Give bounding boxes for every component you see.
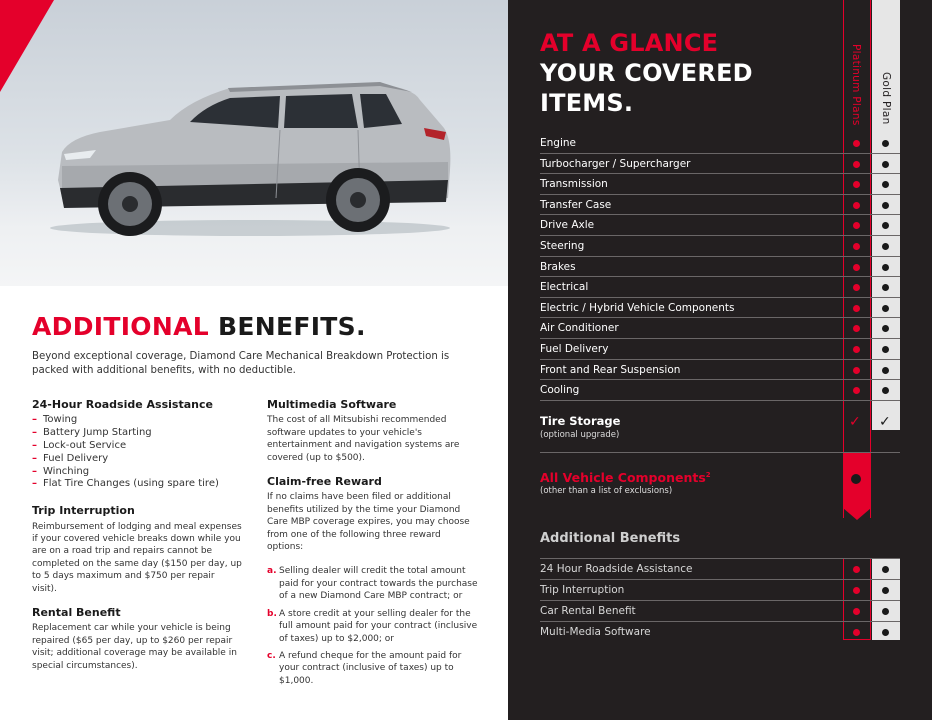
covered-item-label: Transfer Case [540, 198, 612, 211]
covered-item-label: Electrical [540, 281, 589, 294]
platinum-dot-icon [853, 587, 860, 594]
all-components-title: All Vehicle Components$^2$ [540, 470, 711, 485]
gold-dot-icon [882, 346, 889, 353]
platinum-dot-icon [853, 161, 860, 168]
gold-dot-icon [882, 284, 889, 291]
reward-option: c. A refund cheque for the amount paid for your contract (inclusive of taxes) up to $1,000. [267, 650, 462, 686]
multimedia-body: The cost of all Mitsubishi recommended software updates to your vehicle's entertainment and navigation systems are covered (up to $500). [267, 415, 460, 463]
covered-item-label: Turbocharger / Supercharger [540, 157, 691, 170]
covered-item-row [540, 380, 900, 401]
tire-storage-title: Tire Storage [540, 414, 621, 428]
glance-heading-line2: YOUR COVERED [540, 59, 753, 87]
right-column [267, 399, 479, 692]
list-item: – Battery Jump Starting [32, 427, 152, 439]
platinum-dot-icon [853, 608, 860, 615]
reward-option: a. Selling dealer will credit the total amount paid for your contract towards the purchase of a new Diamond Care MBP contract; or [267, 566, 478, 602]
additional-benefit-row [540, 621, 900, 642]
all-components-sub: (other than a list of exclusions) [540, 486, 673, 496]
gold-dot-icon [882, 181, 889, 188]
covered-item-row [540, 277, 900, 298]
gold-dot-icon [882, 325, 889, 332]
platinum-dot-icon [853, 222, 860, 229]
gold-dot-icon [882, 387, 889, 394]
covered-item-row [540, 215, 900, 236]
additional-benefit-row [540, 600, 900, 621]
reward-option: b. A store credit at your selling dealer for the full amount paid for your contract (inclusive of taxes) up to $2,000; or [267, 608, 478, 644]
glance-heading-line3: ITEMS. [540, 89, 634, 117]
covered-item-label: Drive Axle [540, 219, 595, 232]
platinum-dot-icon [853, 140, 860, 147]
platinum-arrow-marker [843, 452, 871, 520]
rental-heading: Rental Benefit [32, 606, 121, 620]
platinum-dot-icon [853, 566, 860, 573]
claimfree-body: If no claims have been filed or additional benefits utilized by the time your Diamond Care MBP coverage expires, you may choose from one of the following three reward options: [267, 492, 470, 553]
covered-item-label: Fuel Delivery [540, 343, 609, 355]
right-panel [508, 0, 932, 720]
gold-dot-icon [882, 243, 889, 250]
platinum-dot-icon [853, 264, 860, 271]
covered-item-row [540, 339, 900, 360]
glance-heading-line1: AT A GLANCE [540, 29, 719, 57]
hero-image [0, 0, 508, 286]
covered-item-row [540, 174, 900, 195]
gold-dot-icon [882, 202, 889, 209]
additional-benefit-label: Multi-Media Software [540, 626, 651, 638]
covered-item-label: Steering [540, 240, 585, 252]
platinum-dot-icon [853, 387, 860, 394]
covered-item-row [540, 360, 900, 381]
additional-benefit-row [540, 558, 900, 579]
additional-benefit-label: 24 Hour Roadside Assistance [540, 563, 693, 575]
list-item: – Fuel Delivery [32, 452, 109, 464]
all-components-dot [851, 474, 861, 484]
covered-item-label: Electric / Hybrid Vehicle Components [540, 301, 735, 314]
platinum-dot-icon [853, 305, 860, 312]
covered-item-row [540, 236, 900, 257]
reward-options [267, 565, 479, 687]
trip-body: Reimbursement of lodging and meal expenses if your covered vehicle breaks down while you are on a road trip and repairs cannot be completed on the same day ($150 per day, up to 5 days maximum and $750 per repair visit). [32, 521, 242, 594]
gold-dot-icon [882, 305, 889, 312]
list-item: – Lock-out Service [32, 440, 127, 451]
list-item: – Towing [32, 414, 78, 426]
multimedia-heading: Multimedia Software [267, 398, 397, 411]
covered-item-row [540, 195, 900, 216]
platinum-dot-icon [853, 325, 860, 332]
intro-text: Beyond exceptional coverage, Diamond Care Mechanical Breakdown Protection is packed with additional benefits, with no deductible. [32, 351, 450, 376]
gold-check-icon: ✓ [879, 414, 891, 430]
gold-dot-icon [882, 587, 889, 594]
left-column [32, 399, 242, 684]
trip-heading: Trip Interruption [32, 504, 135, 518]
gold-dot-icon [882, 264, 889, 271]
gold-dot-icon [882, 161, 889, 168]
rental-body: Replacement car while your vehicle is being repaired ($65 per day, up to $260 per repair visit; additional coverage may be available in special circumstances). [32, 623, 237, 671]
platinum-dot-icon [853, 243, 860, 250]
platinum-dot-icon [853, 346, 860, 353]
platinum-dot-icon [853, 367, 860, 374]
platinum-plans-label: Platinum Plans [850, 44, 862, 126]
covered-item-label: Front and Rear Suspension [540, 363, 681, 376]
covered-item-row [540, 257, 900, 278]
covered-item-label: Air Conditioner [540, 322, 619, 335]
title-red: ADDITIONAL [32, 312, 209, 341]
gold-dot-icon [882, 367, 889, 374]
page-title [32, 312, 366, 341]
divider [540, 452, 900, 453]
platinum-dot-icon [853, 284, 860, 291]
covered-item-label: Transmission [540, 178, 608, 191]
title-black: BENEFITS. [217, 312, 366, 341]
covered-item-label: Cooling [540, 384, 580, 397]
suv-car-image [40, 70, 460, 240]
covered-item-label: Engine [540, 137, 576, 149]
gold-dot-icon [882, 140, 889, 147]
covered-item-row [540, 318, 900, 339]
covered-item-row [540, 154, 900, 175]
list-item: – Flat Tire Changes (using spare tire) [32, 478, 219, 490]
gold-plan-label: Gold Plan [880, 72, 892, 125]
roadside-heading: 24-Hour Roadside Assistance [32, 398, 213, 411]
gold-dot-icon [882, 566, 889, 573]
platinum-dot-icon [853, 629, 860, 636]
roadside-list [32, 414, 242, 491]
tire-storage-sub: (optional upgrade) [540, 430, 620, 440]
additional-benefit-label: Trip Interruption [540, 584, 625, 596]
claimfree-heading: Claim-free Reward [267, 475, 382, 489]
gold-dot-icon [882, 629, 889, 636]
gold-dot-icon [882, 222, 889, 229]
platinum-dot-icon [853, 181, 860, 188]
list-item: – Winching [32, 465, 90, 477]
platinum-check-icon: ✓ [849, 414, 861, 430]
additional-benefits-title: Additional Benefits [540, 531, 681, 546]
covered-item-label: Brakes [540, 260, 576, 273]
covered-item-row [540, 133, 900, 154]
gold-dot-icon [882, 608, 889, 615]
covered-item-row [540, 298, 900, 319]
platinum-dot-icon [853, 202, 860, 209]
additional-benefit-label: Car Rental Benefit [540, 605, 636, 617]
additional-benefit-row [540, 579, 900, 600]
